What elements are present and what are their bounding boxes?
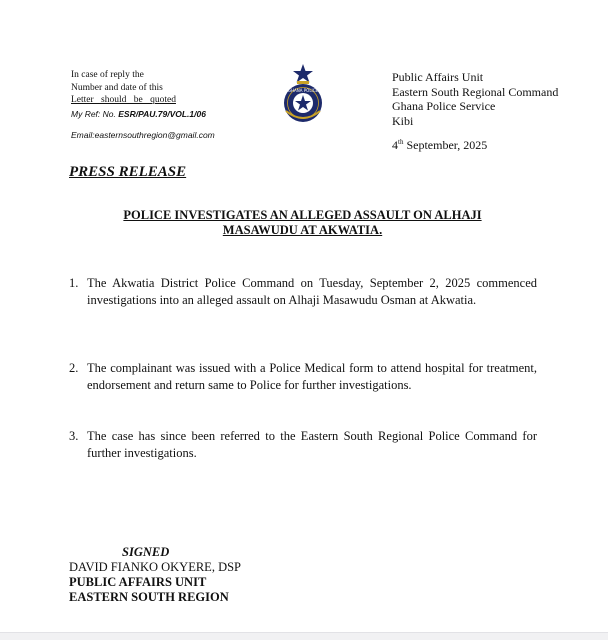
release-date — [392, 138, 558, 153]
signatory-name: DAVID FIANKO OKYERE, DSP — [69, 560, 242, 574]
reply-line-2: Number and date of this — [71, 82, 163, 93]
reference-value: ESR/PAU.79/VOL.1/06 — [118, 108, 206, 119]
paragraph-text: The case has since been referred to the Eastern South Regional Police Command for further investigations. — [87, 429, 537, 460]
email-address: Email:easternsouthregion@gmail.com — [71, 130, 215, 140]
paragraph-2 — [69, 360, 537, 394]
reply-instructions — [71, 69, 215, 142]
sender-service: Ghana Police Service — [392, 99, 496, 113]
sender-town: Kibi — [392, 113, 414, 128]
date-suffix: th — [398, 138, 404, 146]
sender-address — [392, 70, 558, 153]
seal-ring-text: GHANA POLICE — [287, 88, 319, 93]
signatory-unit: PUBLIC AFFAIRS UNIT — [69, 575, 207, 589]
paragraph-text: The Akwatia District Police Command on Tuesday, September 2, 2025 commenced investigations into an alleged assault on Alhaji Masawudu Osman at Akwatia. — [87, 276, 537, 307]
sender-unit: Public Affairs Unit — [392, 70, 484, 84]
press-release-title: PRESS RELEASE — [69, 164, 187, 180]
paragraph-text: The complainant was issued with a Police Medical form to attend hospital for treatment, endorsement and return same to Police for further investigations. — [87, 361, 537, 392]
paragraph-3 — [69, 428, 537, 462]
signatory-region: EASTERN SOUTH REGION — [69, 590, 229, 604]
signature-block — [69, 545, 241, 605]
ghana-police-seal-icon — [275, 63, 331, 125]
reference-label: My Ref: No. — [71, 108, 119, 119]
reply-line-3: Letter should be quoted — [71, 95, 176, 105]
signed-label: SIGNED — [122, 545, 170, 559]
date-day: 4 — [392, 138, 398, 152]
paragraph-number: 3. — [69, 429, 79, 443]
headline: POLICE INVESTIGATES AN ALLEGED ASSAULT ON ALHAJI MASAWUDU AT AKWATIA. — [123, 208, 482, 237]
reference-number — [71, 108, 215, 121]
paragraph-number: 2. — [69, 361, 79, 375]
reply-line-1: In case of reply the — [71, 70, 144, 80]
date-rest: September, 2025 — [403, 138, 488, 152]
paragraph-1 — [69, 275, 537, 309]
paragraph-number: 1. — [69, 276, 79, 290]
sender-command: Eastern South Regional Command — [392, 84, 559, 99]
